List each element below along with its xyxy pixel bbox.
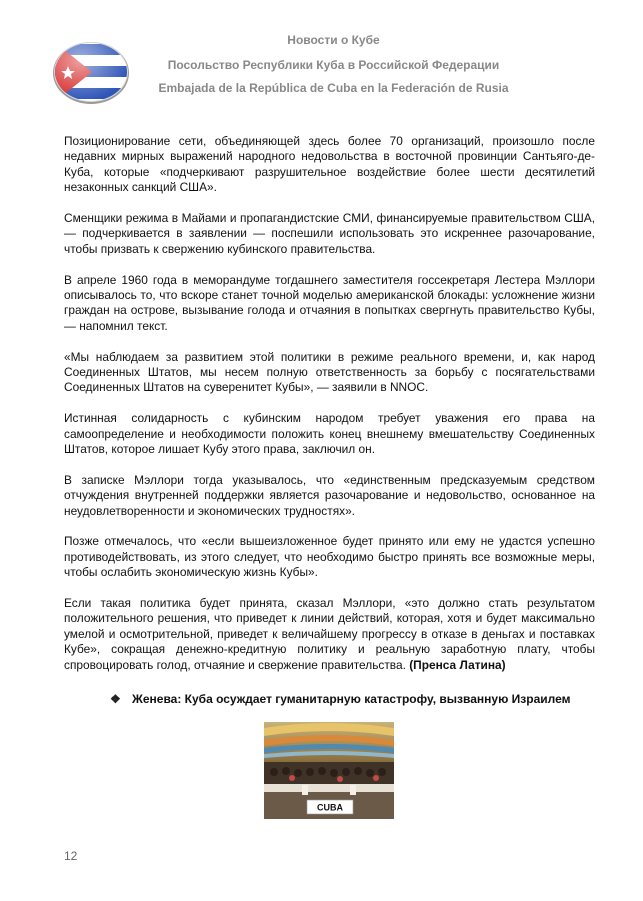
header-title: Новости о Кубе <box>287 33 380 47</box>
page-header <box>0 0 643 110</box>
article-paragraph: Позиционирование сети, объединяющей здесь более 70 организаций, произошло после недавних мирных выражений народного недовольства в восточной провинции Сантьяго-де-Куба, которые «подчеркивают разрушительное воздействие более шести десятилетий незаконных санкций США». <box>64 134 595 195</box>
article-body <box>64 134 595 679</box>
article-paragraph: Истинная солидарность с кубинским народом требует уважения его права на самоопределение и необходимости положить конец внешнему вмешательству Соединенных Штатов, которое лишает Кубу этого права, заключил он. <box>64 411 595 457</box>
article-paragraph: В записке Мэллори тогда указывалось, что «единственным предсказуемым средством отчуждения внутренней поддержки является разочарование и недовольство, основанное на неудовлетворенности и экономических трудностях». <box>64 472 595 518</box>
article-paragraph-final <box>64 596 595 673</box>
article-photo <box>264 722 394 819</box>
article-source: (Пренса Латина) <box>409 657 506 672</box>
article-paragraph: «Мы наблюдаем за развитием этой политики в режиме реального времени, и, как народ Соединенных Штатов, мы несем полную ответственность за борьбу с посягательствами Соединенных Штатов на суверенитет Кубы», — заявили в NNOC. <box>64 349 595 395</box>
article-paragraph: Сменщики режима в Майами и пропагандистские СМИ, финансируемые правительством США, — подчеркивается в заявлении — поспешили использовать это искреннее разочарование, чтобы призвать к свержению кубинского правительства. <box>64 211 595 256</box>
header-embassy-ru: Посольство Республики Куба в Российской Федерации <box>167 58 500 72</box>
nameplate-text: CUBA <box>317 802 343 813</box>
article-paragraph: Позже отмечалось, что «если вышеизложенное будет принято или ему не удастся успешно противодействовать, из этого следует, что необходимо быстро принять все возможные меры, чтобы ослабить экономическую жизнь Кубы». <box>64 534 595 580</box>
article-paragraph: В апреле 1960 года в меморандуме тогдашнего заместителя госсекретаря Лестера Мэллори описывалось то, что вскоре станет точной моделью американской блокады: усложнение жизни граждан на острове, вызывание голода и отчаяния в попытках свергнуть правительство Кубы, — напомнил текст. <box>64 272 595 333</box>
article-paragraph-text: Если такая политика будет принята, сказал Мэллори, «это должно стать результатом положительного решения, что приведет к линии действий, которая, хотя и будет максимально умелой и осмотрительной, приведет к величайшему прогрессу в отказе в деньгах и поставках Кубе», сокращая денежно-кредитную политику и реальную заработную плату, чтобы спровоцировать голод, отчаяние и свержение правительства. <box>64 596 595 672</box>
page-number: 12 <box>64 849 78 863</box>
next-article-title: Женева: Куба осуждает гуманитарную катастрофу, вызванную Израилем <box>132 692 571 706</box>
diamond-bullet-icon: ❖ <box>110 692 121 706</box>
next-article-heading <box>110 692 610 706</box>
header-embassy-es: Embajada de la República de Cuba en la Federación de Rusia <box>158 81 509 95</box>
